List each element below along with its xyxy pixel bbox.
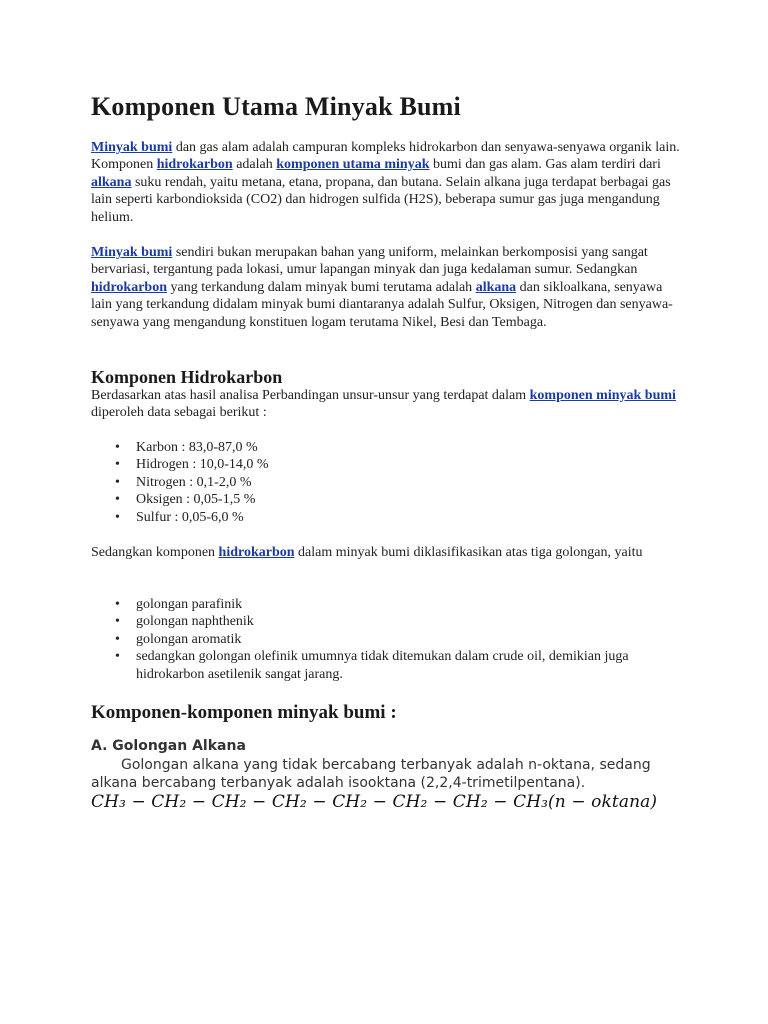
- list-item: • Hidrogen : 10,0-14,0 %: [91, 456, 691, 473]
- n-octane-formula: CH₃ − CH₂ − CH₂ − CH₂ − CH₂ − CH₂ − CH₂ − CH₃(n − oktana): [91, 792, 658, 812]
- link-alkana-2[interactable]: alkana: [475, 279, 517, 295]
- subsection-heading-alkana: A. Golongan Alkana: [91, 738, 246, 754]
- composition-paragraph: Minyak bumi sendiri bukan merupakan bahan yang uniform, melainkan berkomposisi yang sangat bervariasi, tergantung pada lokasi, umur lapangan minyak dan juga kedalaman sumur. Sedangkan hidrokarbon yang terkandung dalam minyak bumi terutama adalah alkana dan sikloalkana, senyawa lain yang terkandung didalam minyak bumi diantaranya adalah Sulfur, Oksigen, Nitrogen dan senyawa-senyawa yang mengandung konstituen logam terutama Nikel, Besi dan Tembaga.: [91, 245, 673, 330]
- section-heading-hidrokarbon: Komponen Hidrokarbon: [91, 367, 283, 387]
- list-item: • golongan aromatik: [91, 631, 691, 648]
- link-hidrokarbon-3[interactable]: hidrokarbon: [218, 545, 295, 560]
- element-list: [91, 439, 691, 526]
- link-hidrokarbon[interactable]: hidrokarbon: [156, 157, 233, 173]
- analysis-paragraph: Berdasarkan atas hasil analisa Perbandingan unsur-unsur yang terdapat dalam komponen minyak bumi diperoleh data sebagai berikut :: [91, 388, 676, 421]
- intro-paragraph: Minyak bumi dan gas alam adalah campuran kompleks hidrokarbon dan senyawa-senyawa organik lain. Komponen hidrokarbon adalah komponen utama minyak bumi dan gas alam. Gas alam terdiri dari alkana suku rendah, yaitu metana, etana, propana, dan butana. Selain alkana juga terdapat berbagai gas lain seperti karbondioksida (CO2) dan hidrogen sulfida (H2S), beberapa sumur gas juga mengandung helium.: [91, 140, 680, 225]
- link-alkana[interactable]: alkana: [91, 174, 132, 190]
- list-item: • Nitrogen : 0,1-2,0 %: [91, 474, 691, 491]
- list-item: • sedangkan golongan olefinik umumnya tidak ditemukan dalam crude oil, demikian juga hidrokarbon asetilenik sangat jarang.: [91, 648, 691, 683]
- link-minyak-bumi[interactable]: Minyak bumi: [91, 140, 173, 155]
- list-item: • Karbon : 83,0-87,0 %: [91, 439, 691, 456]
- alkana-paragraph: Golongan alkana yang tidak bercabang terbanyak adalah n-oktana, sedang alkana bercabang terbanyak adalah isooktana (2,2,4-trimetilpentana).: [91, 757, 651, 791]
- link-komponen-minyak-bumi[interactable]: komponen minyak bumi: [529, 388, 676, 403]
- group-list: [91, 596, 691, 683]
- classification-paragraph: Sedangkan komponen hidrokarbon dalam minyak bumi diklasifikasikan atas tiga golongan, yaitu: [91, 545, 643, 560]
- list-item: • Oksigen : 0,05-1,5 %: [91, 491, 691, 508]
- page-title: Komponen Utama Minyak Bumi: [91, 92, 461, 121]
- list-item: • golongan naphthenik: [91, 613, 691, 630]
- link-minyak-bumi-2[interactable]: Minyak bumi: [91, 245, 173, 260]
- link-hidrokarbon-2[interactable]: hidrokarbon: [91, 279, 167, 295]
- list-item: • golongan parafinik: [91, 596, 691, 613]
- link-komponen-utama-minyak[interactable]: komponen utama minyak: [276, 157, 430, 173]
- section-heading-komponen: Komponen-komponen minyak bumi :: [91, 702, 397, 723]
- list-item: • Sulfur : 0,05-6,0 %: [91, 509, 691, 526]
